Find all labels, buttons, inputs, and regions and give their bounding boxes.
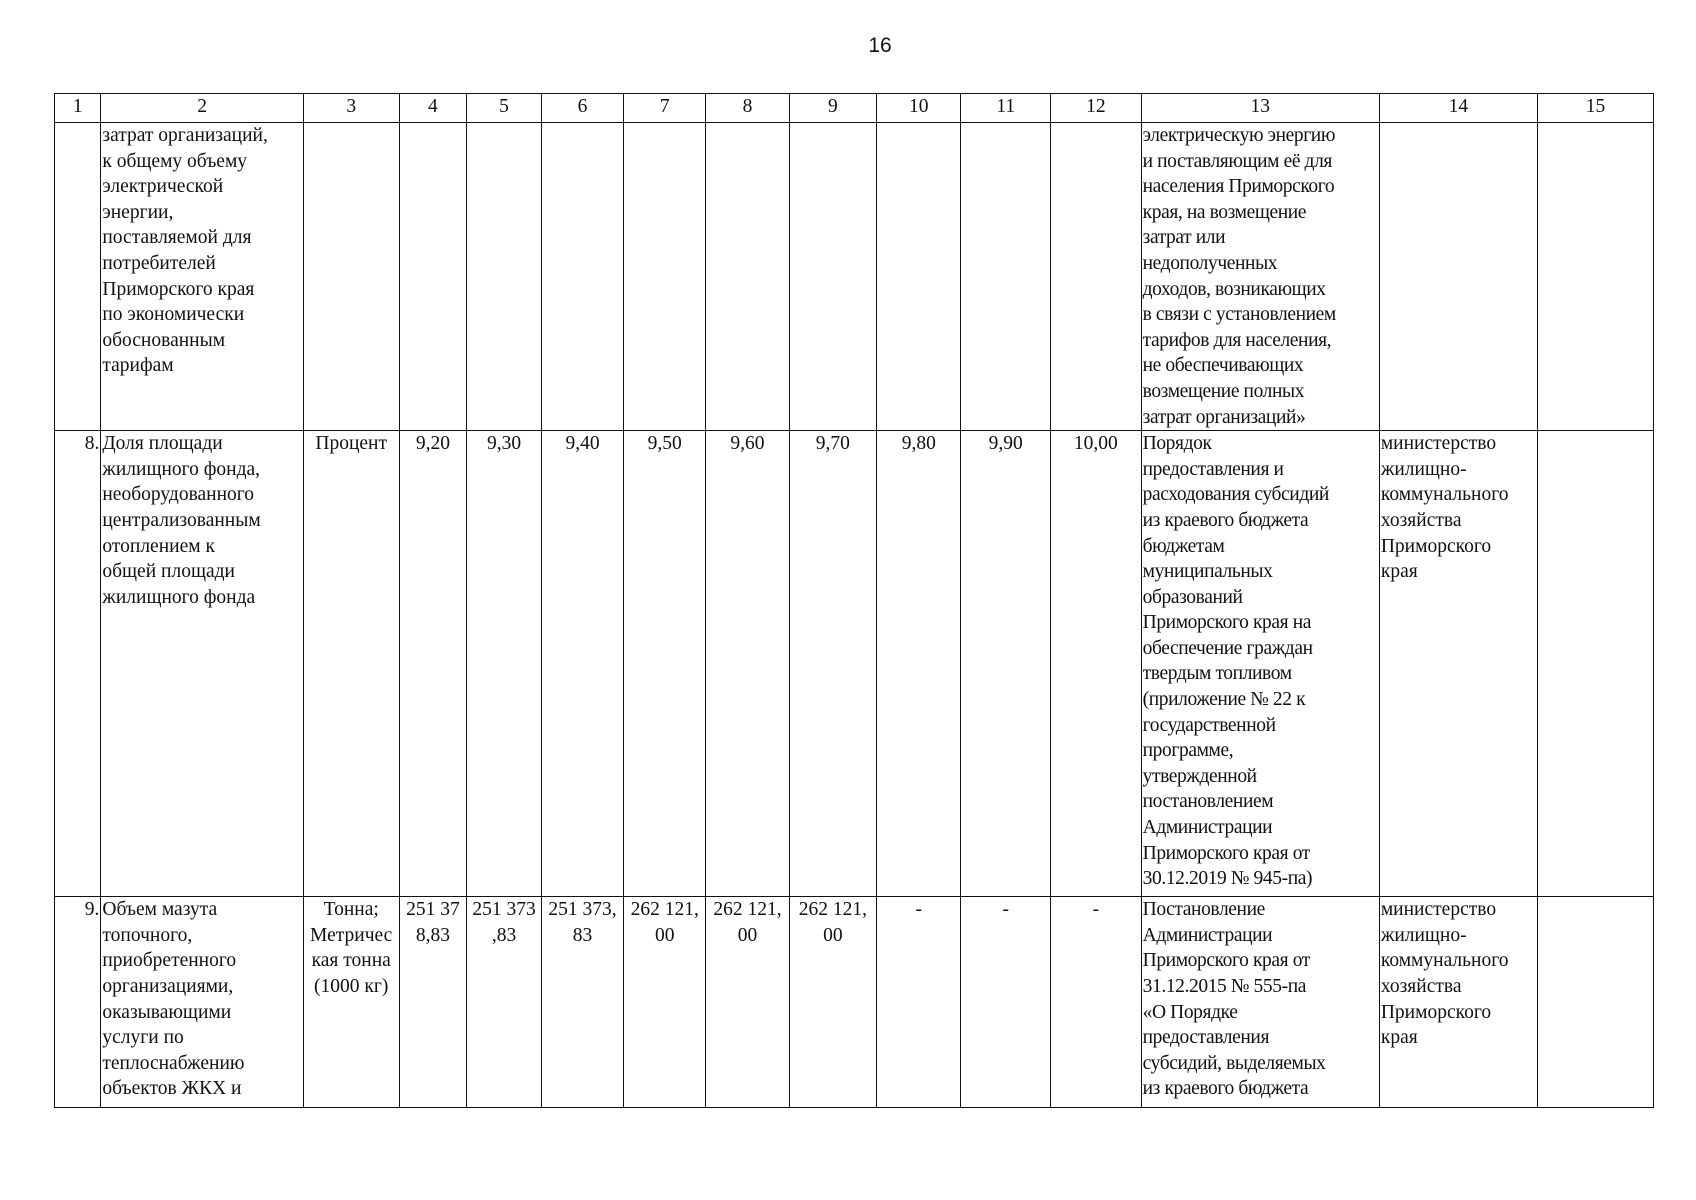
- header-cell: 15: [1537, 94, 1653, 123]
- value-cell: [961, 123, 1051, 431]
- header-cell: 14: [1379, 94, 1537, 123]
- value-cell: 9,70: [789, 431, 876, 897]
- header-cell: 8: [706, 94, 789, 123]
- legal-basis-cell: Порядок предоставления и расходования субсидий из краевого бюджета бюджетам муниципальных образований Приморского края на обеспечение граждан твердым топливом (приложение № 22 к государственной программе, утвержденной постановлением Администрации Приморского края от 30.12.2019 № 945-па): [1141, 431, 1379, 897]
- legal-basis-cell: Постановление Администрации Приморского края от 31.12.2015 № 555-па «О Порядке предоставления субсидий, выделяемых из краевого бюджета: [1141, 897, 1379, 1108]
- value-cell: 9,80: [877, 431, 961, 897]
- value-cell: 9,20: [399, 431, 466, 897]
- value-cell: 251 373 ,83: [467, 897, 542, 1108]
- value-cell: [399, 123, 466, 431]
- table-row: [55, 897, 1654, 1108]
- value-cell: [877, 123, 961, 431]
- header-cell: 11: [961, 94, 1051, 123]
- value-cell: 262 121, 00: [789, 897, 876, 1108]
- value-cell: -: [961, 897, 1051, 1108]
- value-cell: -: [877, 897, 961, 1108]
- indicator-name-cell: Объем мазута топочного, приобретенного организациями, оказывающими услуги по теплоснабжению объектов ЖКХ и: [101, 897, 303, 1108]
- empty-cell: [1537, 123, 1653, 431]
- value-cell: 9,50: [624, 431, 706, 897]
- header-cell: 13: [1141, 94, 1379, 123]
- column-number-row: [55, 94, 1654, 123]
- value-cell: 262 121, 00: [706, 897, 789, 1108]
- page-number: 16: [868, 34, 892, 57]
- unit-cell: Тонна; Метричес кая тонна (1000 кг): [303, 897, 399, 1108]
- indicator-name-cell: затрат организаций, к общему объему электрической энергии, поставляемой для потребителей Приморского края по экономически обоснованным тарифам: [101, 123, 303, 431]
- value-cell: 9,30: [467, 431, 542, 897]
- value-cell: 262 121, 00: [624, 897, 706, 1108]
- header-cell: 12: [1051, 94, 1142, 123]
- responsible-body-cell: министерство жилищно- коммунального хозяйства Приморского края: [1379, 897, 1537, 1108]
- value-cell: [706, 123, 789, 431]
- indicator-table: [54, 93, 1654, 1108]
- responsible-body-cell: [1379, 123, 1537, 431]
- table-row: [55, 431, 1654, 897]
- header-cell: 10: [877, 94, 961, 123]
- row-number-cell: [55, 123, 101, 431]
- header-cell: 3: [303, 94, 399, 123]
- value-cell: 9,90: [961, 431, 1051, 897]
- legal-basis-cell: электрическую энергию и поставляющим её для населения Приморского края, на возмещение затрат или недополученных доходов, возникающих в связи с установлением тарифов для населения, не обеспечивающих возмещение полных затрат организаций»: [1141, 123, 1379, 431]
- value-cell: [541, 123, 623, 431]
- value-cell: [467, 123, 542, 431]
- header-cell: 6: [541, 94, 623, 123]
- value-cell: 9,60: [706, 431, 789, 897]
- row-number-cell: 8.: [55, 431, 101, 897]
- value-cell: [789, 123, 876, 431]
- row-number-cell: 9.: [55, 897, 101, 1108]
- header-cell: 5: [467, 94, 542, 123]
- header-cell: 4: [399, 94, 466, 123]
- header-cell: 7: [624, 94, 706, 123]
- value-cell: 9,40: [541, 431, 623, 897]
- header-cell: 2: [101, 94, 303, 123]
- value-cell: 251 37 8,83: [399, 897, 466, 1108]
- value-cell: -: [1051, 897, 1142, 1108]
- value-cell: 251 373, 83: [541, 897, 623, 1108]
- table-row: [55, 123, 1654, 431]
- unit-cell: [303, 123, 399, 431]
- header-cell: 9: [789, 94, 876, 123]
- unit-cell: Процент: [303, 431, 399, 897]
- value-cell: [1051, 123, 1142, 431]
- indicator-name-cell: Доля площади жилищного фонда, необорудованного централизованным отоплением к общей площади жилищного фонда: [101, 431, 303, 897]
- responsible-body-cell: министерство жилищно- коммунального хозяйства Приморского края: [1379, 431, 1537, 897]
- empty-cell: [1537, 431, 1653, 897]
- value-cell: [624, 123, 706, 431]
- empty-cell: [1537, 897, 1653, 1108]
- header-cell: 1: [55, 94, 101, 123]
- value-cell: 10,00: [1051, 431, 1142, 897]
